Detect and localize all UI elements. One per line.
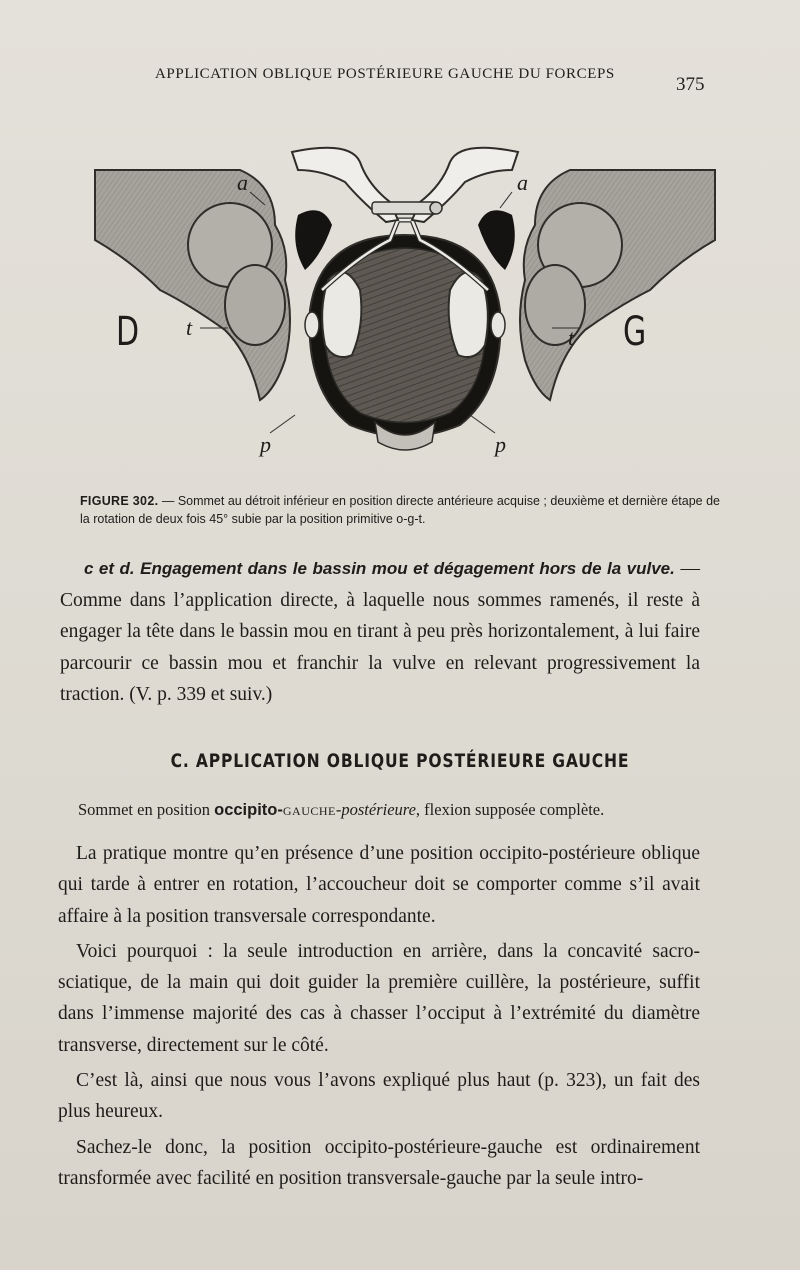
run-in-heading: c et d. Engagement dans le bassin mou et dégagement hors de la vulve. xyxy=(84,559,675,578)
label-a-right: a xyxy=(517,170,528,195)
section-subtitle xyxy=(78,800,718,820)
left-obturator-foramen xyxy=(295,210,332,270)
subtitle-bold: occipito- xyxy=(214,801,283,819)
page-header xyxy=(0,60,800,94)
figure-caption xyxy=(80,492,720,528)
label-D: D xyxy=(116,308,140,356)
section-c-body xyxy=(58,838,700,1198)
label-p-left: p xyxy=(260,432,271,457)
section-cd xyxy=(60,553,700,711)
label-a-left: a xyxy=(237,170,248,195)
label-p-right: p xyxy=(495,432,506,457)
paragraph-text: — Comme dans l’application directe, à laquelle nous sommes ramenés, il reste à engager la tête dans le bassin mou en tirant à peu près horizontalement, à lui faire parcourir ce bassin mou et franchir la vulve en relevant progressivement la traction. (V. p. 339 et suiv.) xyxy=(60,558,700,705)
subtitle-italic: -postérieure xyxy=(335,800,416,819)
paragraph: C’est là, ainsi que nous vous l’avons expliqué plus haut (p. 323), un fait des plus heureux. xyxy=(58,1070,700,1123)
paragraph-engagement xyxy=(60,553,700,711)
paragraph: Sachez-le donc, la position occipito-postérieure-gauche est ordinairement transformée avec facilité en position transversale-gauche par la seule intro- xyxy=(58,1136,700,1189)
paragraph: Voici pourquoi : la seule introduction en arrière, dans la concavité sacro-sciatique, de la main qui doit guider la première cuillère, la postérieure, suffit dans l’immense majorité des cas à chasser l’occiput à l’extrémité du diamètre transverse, directement sur le côté. xyxy=(58,940,700,1056)
paragraph: La pratique montre qu’en présence d’une position occipito-postérieure oblique qui tarde à entrer en rotation, l’accoucheur doit se comporter comme s’il avait affaire à la position transversale correspondante. xyxy=(58,843,700,927)
label-t-left: t xyxy=(186,315,193,340)
pelvis-forceps-illustration xyxy=(60,130,750,480)
subtitle-suffix: , flexion supposée complète. xyxy=(415,800,605,819)
right-obturator-foramen xyxy=(478,210,515,270)
label-t-right: t xyxy=(568,325,575,350)
subtitle-small-caps: gauche xyxy=(282,800,336,819)
page-number: 375 xyxy=(676,74,705,95)
running-title: APPLICATION OBLIQUE POSTÉRIEURE GAUCHE DU FORCEPS xyxy=(155,66,615,82)
figure-302 xyxy=(60,130,750,480)
label-G: G xyxy=(623,308,647,356)
subtitle-prefix: Sommet en position xyxy=(78,800,215,819)
forceps-lock xyxy=(372,202,438,214)
figure-number: FIGURE 302. xyxy=(80,494,159,508)
section-heading: C. APPLICATION OBLIQUE POSTÉRIEURE GAUCHE xyxy=(170,750,630,772)
figure-caption-text: — Sommet au détroit inférieur en position directe antérieure acquise ; deuxième et dernière étape de la rotation de deux fois 45° subie par la position primitive o-g-t. xyxy=(80,494,720,526)
